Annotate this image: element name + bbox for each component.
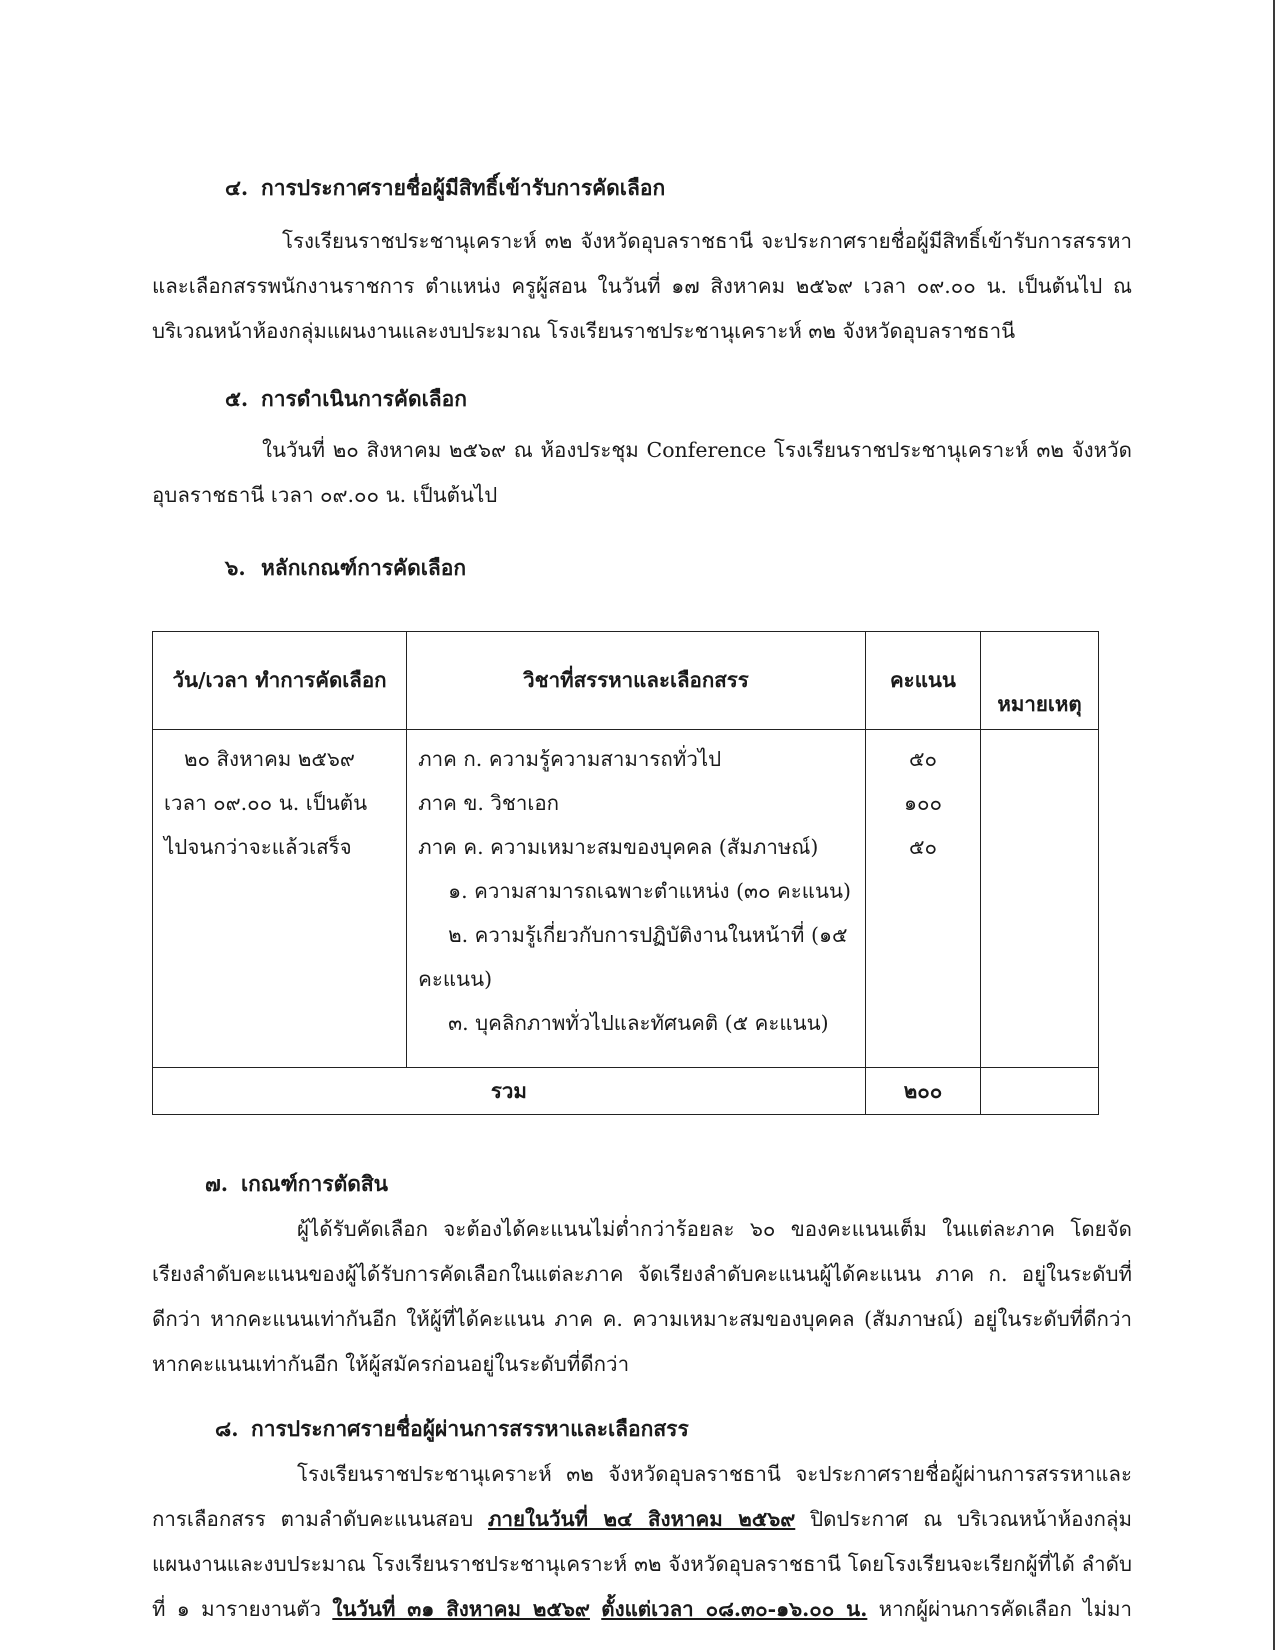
section-7-line-3: ดีกว่า หากคะแนนเท่ากันอีก ให้ผู้ที่ได้คะแนน ภาค ค. ความเหมาะสมของบุคคล (สัมภาษณ์) อยู่ในระดับที่ดีกว่า — [152, 1307, 1132, 1331]
section-7-line-4: หากคะแนนเท่ากันอีก ให้ผู้สมัครก่อนอยู่ในระดับที่ดีกว่า — [152, 1352, 630, 1376]
date-cell — [153, 730, 407, 1068]
date-line: ๒๐ สิงหาคม ๒๕๖๙ — [184, 747, 355, 771]
header-subject: วิชาที่สรรหาและเลือกสรร — [407, 632, 866, 730]
section-4-line-2: และเลือกสรรพนักงานราชการ ตำแหน่ง ครูผู้สอน ในวันที่ ๑๗ สิงหาคม ๒๕๖๙ เวลา ๐๙.๐๐ น. เป็นต้นไป ณ — [152, 274, 1132, 298]
section-4-line-1: โรงเรียนราชประชานุเคราะห์ ๓๒ จังหวัดอุบลราชธานี จะประกาศรายชื่อผู้มีสิทธิ์เข้ารับการสรรหา — [282, 229, 1132, 253]
section-5-heading: ๕. การดำเนินการคัดเลือก — [225, 386, 467, 411]
subject-cell — [407, 730, 866, 1068]
section-8-heading: ๘. การประกาศรายชื่อผู้ผ่านการสรรหาและเลือกสรร — [215, 1416, 689, 1441]
date-line: ไปจนกว่าจะแล้วเสร็จ — [164, 835, 352, 859]
section-4-body — [152, 219, 1132, 354]
table-row — [153, 730, 1099, 1068]
total-label: รวม — [153, 1068, 866, 1115]
section-7-body — [152, 1207, 1132, 1387]
score-cell — [865, 730, 980, 1068]
section-5-body — [152, 428, 1132, 518]
table-total-row — [153, 1068, 1099, 1115]
total-note — [981, 1068, 1099, 1115]
score-value: ๕๐ — [908, 747, 937, 771]
section-6-heading: ๖. หลักเกณฑ์การคัดเลือก — [225, 555, 467, 580]
sub-item-line: คะแนน) — [418, 967, 493, 991]
subject-line: ภาค ข. วิชาเอก — [418, 791, 560, 815]
sub-item-line: ๒. ความรู้เกี่ยวกับการปฏิบัติงานในหน้าที่ (๑๕ — [448, 923, 848, 947]
section-4-heading: ๔. การประกาศรายชื่อผู้มีสิทธิ์เข้ารับการคัดเลือก — [225, 175, 666, 200]
section-7-line-2: เรียงลำดับคะแนนของผู้ได้รับการคัดเลือกในแต่ละภาค จัดเรียงลำดับคะแนนผู้ได้คะแนน ภาค ก. อยู่ในระดับที่ — [152, 1262, 1132, 1286]
section-7-heading: ๗. เกณฑ์การตัดสิน — [205, 1171, 389, 1196]
score-value: ๕๐ — [908, 835, 937, 859]
section-7-line-1: ผู้ได้รับคัดเลือก จะต้องได้คะแนนไม่ต่ำกว่าร้อยละ ๖๐ ของคะแนนเต็ม ในแต่ละภาค โดยจัด — [297, 1217, 1132, 1241]
header-score: คะแนน — [865, 632, 980, 730]
subject-line: ภาค ก. ความรู้ความสามารถทั่วไป — [418, 747, 722, 771]
date-line: เวลา ๐๙.๐๐ น. เป็นต้น — [164, 791, 368, 815]
table-header-row — [153, 632, 1099, 730]
sub-item-line: ๑. ความสามารถเฉพาะตำแหน่ง (๓๐ คะแนน) — [448, 879, 851, 903]
subject-line: ภาค ค. ความเหมาะสมของบุคคล (สัมภาษณ์) — [418, 835, 819, 859]
report-date: ในวันที่ ๓๑ สิงหาคม ๒๕๖๙ — [332, 1597, 590, 1621]
criteria-table — [152, 631, 1099, 1115]
section-5-line-2: อุบลราชธานี เวลา ๐๙.๐๐ น. เป็นต้นไป — [152, 483, 498, 507]
section-8-body — [152, 1452, 1132, 1632]
sub-item-line: ๓. บุคลิกภาพทั่วไปและทัศนคติ (๕ คะแนน) — [448, 1011, 829, 1035]
section-5-line-1: ในวันที่ ๒๐ สิงหาคม ๒๕๖๙ ณ ห้องประชุม Conference โรงเรียนราชประชานุเคราะห์ ๓๒ จังหวัด — [262, 438, 1132, 462]
section-4-line-3: บริเวณหน้าห้องกลุ่มแผนงานและงบประมาณ โรงเรียนราชประชานุเคราะห์ ๓๒ จังหวัดอุบลราชธานี — [152, 319, 1016, 343]
header-date: วัน/เวลา ทำการคัดเลือก — [153, 632, 407, 730]
header-note: หมายเหตุ — [981, 632, 1099, 730]
section-8-line-1: โรงเรียนราชประชานุเคราะห์ ๓๒ จังหวัดอุบลราชธานี จะประกาศรายชื่อผู้ผ่านการสรรหาและ — [297, 1462, 1132, 1486]
announcement-deadline: ภายในวันที่ ๒๔ สิงหาคม ๒๕๖๙ — [487, 1507, 796, 1531]
note-cell — [981, 730, 1099, 1068]
score-value: ๑๐๐ — [903, 791, 942, 815]
section-8-line-3: แผนงานและงบประมาณ โรงเรียนราชประชานุเคราะห์ ๓๒ จังหวัดอุบลราชธานี โดยโรงเรียนจะเรียกผู้ที่ได้ ลำดับ — [152, 1552, 1132, 1576]
section-8-line-2: การเลือกสรร ตามลำดับคะแนนสอบ ภายในวันที่ ๒๔ สิงหาคม ๒๕๖๙ ปิดประกาศ ณ บริเวณหน้าห้องกลุ่ม — [152, 1507, 1132, 1531]
section-8-line-4: ที่ ๑ มารายงานตัว ในวันที่ ๓๑ สิงหาคม ๒๕๖๙ ตั้งแต่เวลา ๐๘.๓๐-๑๖.๐๐ น. หากผู้ผ่านการคัดเลือก ไม่มา — [152, 1597, 1132, 1621]
total-score: ๒๐๐ — [865, 1068, 980, 1115]
report-time: ตั้งแต่เวลา ๐๘.๓๐-๑๖.๐๐ น. — [601, 1597, 868, 1621]
